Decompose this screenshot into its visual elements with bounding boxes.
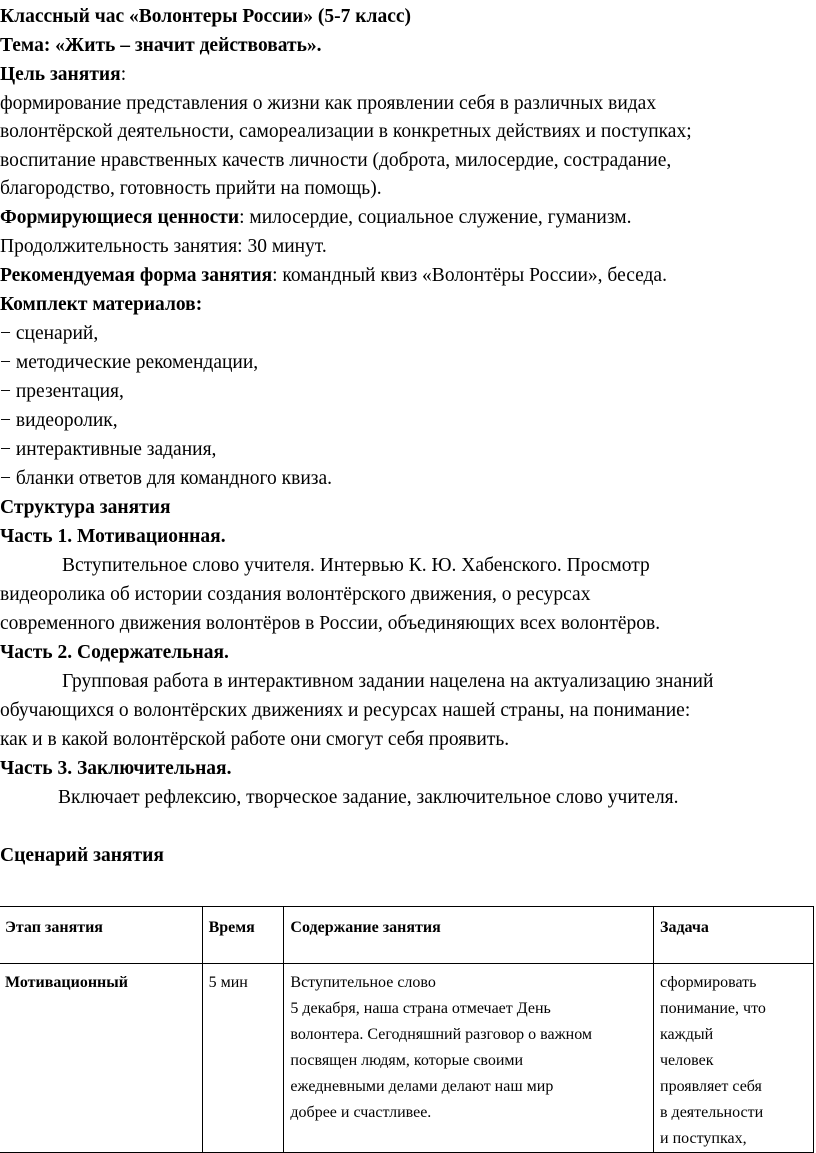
form-line <box>0 262 667 290</box>
task-line: человек <box>660 1052 714 1069</box>
table-header-row <box>0 907 814 964</box>
doc-theme: Тема: «Жить – значит действовать». <box>0 35 322 56</box>
goal-label: Цель занятия <box>0 64 121 85</box>
task-line: в деятельности <box>660 1104 764 1121</box>
scenario-table <box>0 906 814 1153</box>
header-content: Содержание занятия <box>284 907 654 964</box>
doc-title: Классный час «Волонтеры России» (5-7 класс) <box>0 6 412 27</box>
form-text: : командный квиз «Волонтёры России», беседа. <box>272 265 667 286</box>
materials-heading: Комплект материалов: <box>0 294 203 315</box>
header-stage: Этап занятия <box>0 907 202 964</box>
part2-line: как и в какой волонтёрской работе они смогут себя проявить. <box>0 729 510 750</box>
materials-item: − интерактивные задания, <box>0 439 217 460</box>
table-row <box>0 964 814 1153</box>
goal-line: воспитание нравственных качеств личности (доброта, милосердие, сострадание, <box>0 150 672 171</box>
part2-line: обучающихся о волонтёрских движениях и ресурсах нашей страны, на понимание: <box>0 700 691 721</box>
part3-line: Включает рефлексию, творческое задание, заключительное слово учителя. <box>58 787 679 808</box>
header-task: Задача <box>654 907 814 964</box>
content-line: ежедневными делами делают наш мир <box>290 1078 554 1095</box>
part2-title: Часть 2. Содержательная. <box>0 642 229 663</box>
duration-line: Продолжительность занятия: 30 минут. <box>0 236 327 257</box>
cell-content <box>284 964 654 1153</box>
values-label: Формирующиеся ценности <box>0 207 240 228</box>
values-line <box>0 204 631 232</box>
structure-heading: Структура занятия <box>0 497 171 518</box>
task-line: проявляет себя <box>660 1078 762 1095</box>
form-label: Рекомендуемая форма занятия <box>0 265 273 286</box>
task-line: сформировать <box>660 974 757 991</box>
content-line: волонтера. Сегодняшний разговор о важном <box>290 1026 593 1043</box>
part1-line: Вступительное слово учителя. Интервью К. Ю. Хабенского. Просмотр <box>62 555 650 576</box>
goal-heading: Цель занятия: <box>0 64 127 85</box>
part1-title: Часть 1. Мотивационная. <box>0 526 226 547</box>
materials-item: − методические рекомендации, <box>0 352 259 373</box>
part1-line: современного движения волонтёров в России, объединяющих всех волонтёров. <box>0 613 661 634</box>
header-time: Время <box>202 907 284 964</box>
materials-item: − бланки ответов для командного квиза. <box>0 468 333 489</box>
part1-line: видеоролика об истории создания волонтёрского движения, о ресурсах <box>0 584 591 605</box>
part3-title: Часть 3. Заключительная. <box>0 758 232 779</box>
goal-line: волонтёрской деятельности, самореализации в конкретных действиях и поступках; <box>0 121 692 142</box>
task-line: каждый <box>660 1026 714 1043</box>
content-line: Вступительное слово <box>290 974 436 991</box>
part2-line: Групповая работа в интерактивном задании нацелена на актуализацию знаний <box>62 671 714 692</box>
materials-item: − сценарий, <box>0 323 99 344</box>
task-line: понимание, что <box>660 1000 766 1017</box>
values-text: : милосердие, социальное служение, гуманизм. <box>239 207 632 228</box>
content-line: посвящен людям, которые своими <box>290 1052 524 1069</box>
content-line: 5 декабря, наша страна отмечает День <box>290 1000 551 1017</box>
goal-line: формирование представления о жизни как проявлении себя в различных видах <box>0 93 657 114</box>
cell-stage: Мотивационный <box>0 964 202 1153</box>
content-line: добрее и счастливее. <box>290 1104 432 1121</box>
cell-task <box>654 964 814 1153</box>
materials-item: − презентация, <box>0 381 124 402</box>
task-line: и поступках, <box>660 1130 747 1147</box>
goal-line: благородство, готовность прийти на помощь). <box>0 178 382 199</box>
scenario-heading: Сценарий занятия <box>0 845 164 866</box>
cell-time: 5 мин <box>202 964 284 1153</box>
materials-item: − видеоролик, <box>0 410 118 431</box>
